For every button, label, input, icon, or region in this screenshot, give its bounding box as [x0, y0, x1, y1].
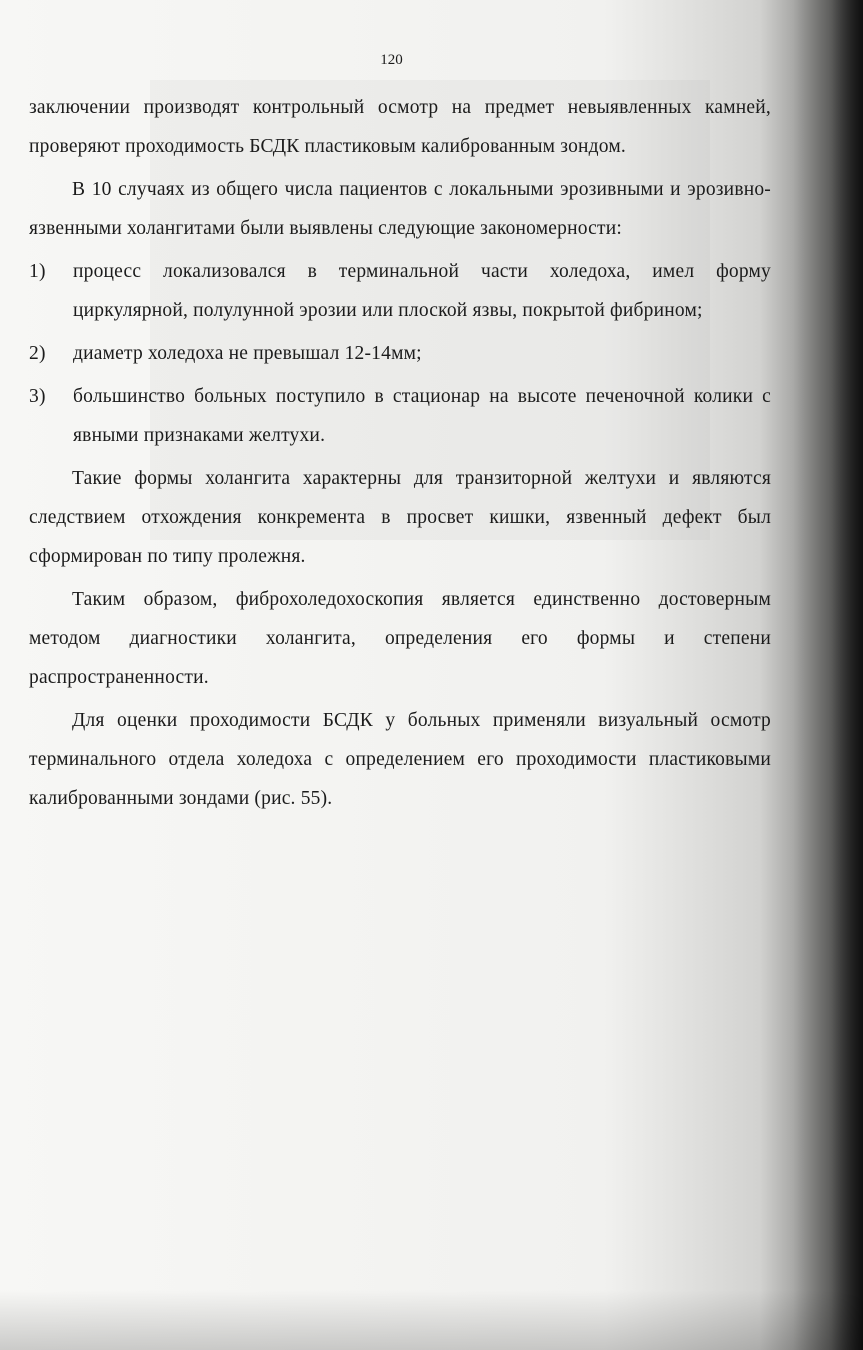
list-item-3 [29, 377, 771, 455]
bottom-shadow [0, 1290, 863, 1350]
paragraph-2: В 10 случаях из общего числа пациентов с локальными эрозивными и эрозивно-язвенными холангитами были выявлены следующие закономерности: [29, 179, 771, 239]
list-text: диаметр холедоха не превышал 12-14мм; [73, 343, 422, 364]
body-text [29, 88, 771, 822]
paragraph-3: Такие формы холангита характерны для транзиторной желтухи и являются следствием отхождения конкремента в просвет кишки, язвенный дефект был сформирован по типу пролежня. [29, 468, 771, 567]
list-number: 1) [29, 261, 46, 282]
paragraph-1: заключении производят контрольный осмотр на предмет невыявленных камней, проверяют проходимость БСДК пластиковым калиброванным зондом. [29, 97, 771, 157]
list-item-2 [29, 334, 771, 373]
list-number: 3) [29, 386, 46, 407]
list-text: процесс локализовался в терминальной части холедоха, имел форму циркулярной, полулунной эрозии или плоской язвы, покрытой фибрином; [73, 261, 771, 321]
list-number: 2) [29, 343, 46, 364]
list-item-1 [29, 252, 771, 330]
page-number: 120 [380, 52, 403, 68]
paragraph-4: Таким образом, фиброхоледохоскопия является единственно достоверным методом диагностики холангита, определения его формы и степени распространенности. [29, 589, 771, 688]
binding-shadow [793, 0, 863, 1350]
list-text: большинство больных поступило в стационар на высоте печеночной колики с явными признаками желтухи. [73, 386, 771, 446]
paragraph-5: Для оценки проходимости БСДК у больных применяли визуальный осмотр терминального отдела холедоха с определением его проходимости пластиковыми калиброванными зондами (рис. 55). [29, 710, 771, 809]
